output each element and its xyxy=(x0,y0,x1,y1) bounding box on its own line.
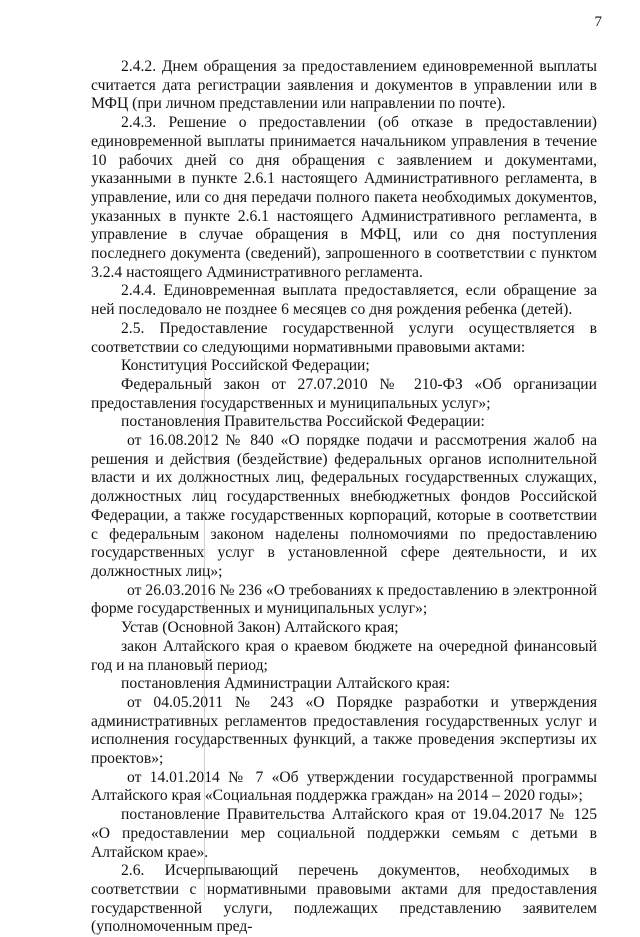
paragraph-rf-government-resolutions: постановления Правительства Российской Федерации: xyxy=(121,413,485,431)
paragraph-2-6: 2.6. Исчерпывающий перечень документов, необходимых в соответствии с нормативными правовыми актами для предоставления государственной услуги, подлежащих представлению заявителем (уполномоченным пред- xyxy=(91,862,597,936)
page-number: 7 xyxy=(594,14,602,30)
paragraph-federal-law-210: Федеральный закон от 27.07.2010 № 210-ФЗ «Об организации предоставления государственных и муниципальных услуг»; xyxy=(91,375,597,412)
paragraph-resolution-125: постановление Правительства Алтайского края от 19.04.2017 № 125 «О предоставлении мер социальной поддержки семьям с детьми в Алтайском крае». xyxy=(91,806,597,861)
paragraph-budget-law: закон Алтайского края о краевом бюджете на очередной финансовый год и на плановый период; xyxy=(91,637,597,674)
paragraph-resolution-236: от 26.03.2016 № 236 «О требованиях к предоставлению в электронной форме государственных и муниципальных услуг»; xyxy=(91,581,597,618)
paragraph-constitution: Конституция Российской Федерации; xyxy=(121,357,370,375)
paragraph-resolution-840: от 16.08.2012 № 840 «О порядке подачи и рассмотрения жалоб на решения и действия (бездействие) федеральных органов исполнительной власти и их должностных лиц, федеральных государственных служащих, должностных лиц государственных внебюджетных фондов Российской Федерации, а также государственных корпораций, которые в соответствии с федеральным законом наделены полномочиями по предоставлению государственных услуг в установленной сфере деятельности, и их должностных лиц»; xyxy=(91,432,597,580)
paragraph-altai-administration-resolutions: постановления Администрации Алтайского края: xyxy=(121,675,451,693)
document-body xyxy=(91,58,597,937)
paragraph-2-5: 2.5. Предоставление государственной услуги осуществляется в соответствии со следующими нормативными правовыми актами: xyxy=(91,319,597,356)
paragraph-resolution-7: от 14.01.2014 № 7 «Об утверждении государственной программы Алтайского края «Социальная поддержка граждан» на 2014 – 2020 годы»; xyxy=(91,768,597,805)
paragraph-2-4-4: 2.4.4. Единовременная выплата предоставляется, если обращение за ней последовало не позднее 6 месяцев со дня рождения ребенка (детей). xyxy=(91,282,597,319)
paragraph-resolution-243: от 04.05.2011 № 243 «О Порядке разработки и утверждения административных регламентов предоставления государственных услуг и исполнения государственных функций, а также проведения экспертизы их проектов»; xyxy=(91,693,597,768)
scan-artifact-line xyxy=(204,355,205,900)
paragraph-2-4-2: 2.4.2. Днем обращения за предоставлением единовременной выплаты считается дата регистрации заявления и документов в управлении или в МФЦ (при личном представлении или направлении по почте). xyxy=(91,58,597,113)
paragraph-charter: Устав (Основной Закон) Алтайского края; xyxy=(121,619,399,637)
paragraph-2-4-3: 2.4.3. Решение о предоставлении (об отказе в предоставлении) единовременной выплаты принимается начальником управления в течение 10 рабочих дней со дня обращения с заявлением и документами, указанными в пункте 2.6.1 настоящего Административного регламента, в управление, или со дня передачи полного пакета необходимых документов, указанных в пункте 2.6.1 настоящего Административного регламента, в управление в случае обращения в МФЦ, или со дня поступления последнего документа (сведений), запрошенного в соответствии с пунктом 3.2.4 настоящего Административного регламента. xyxy=(91,114,597,281)
